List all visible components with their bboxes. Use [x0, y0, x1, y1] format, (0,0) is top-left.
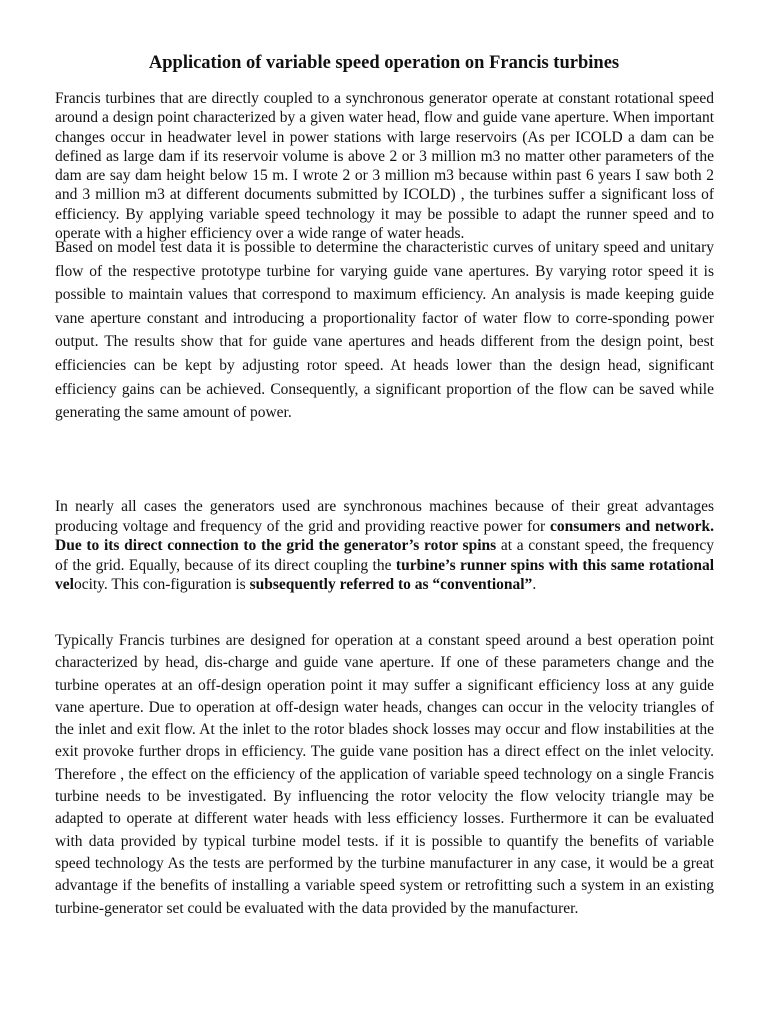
paragraph-generators-text-1: In nearly all cases the generators used are synchronous machines because of their great advantages producing voltage and frequency of the grid and providing reactive power for [55, 498, 714, 535]
paragraph-generators-bold-1: consumers and network. Due to its direct connection to the grid the generator’s rotor spins [55, 517, 714, 554]
document-title: Application of variable speed operation on Francis turbines [148, 53, 620, 73]
paragraph-generators [55, 497, 714, 595]
paragraph-design-operation: Typically Francis turbines are designed for operation at a constant speed around a best operation point characterized by head, dis-charge and guide vane aperture. If one of these parameters change and the turbine operates at an off-design operation point it may suffer a significant efficiency loss at any guide vane aperture. Due to operation at off-design water heads, changes can occur in the velocity triangles of the inlet and exit flow. At the inlet to the rotor blades shock losses may occur and flow instabilities at the exit provoke further drops in efficiency. The guide vane position has a direct effect on the inlet velocity. Therefore , the effect on the efficiency of the application of variable speed technology on a single Francis turbine needs to be investigated. By influencing the rotor velocity the flow velocity triangle may be adapted to operate at different water heads with less efficiency losses. Furthermore it can be evaluated with data provided by typical turbine model tests. if it is possible to quantify the benefits of variable speed technology As the tests are performed by the turbine manufacturer in any case, it would be a great advantage if the benefits of installing a variable speed system or retrofitting such a system in an existing turbine-generator set could be evaluated with the data provided by the manufacturer. [55, 632, 714, 917]
paragraph-intro: Francis turbines that are directly coupled to a synchronous generator operate at constant rotational speed around a design point characterized by a given water head, flow and guide vane aperture. When important changes occur in headwater level in power stations with large reservoirs (As per ICOLD a dam can be defined as large dam if its reservoir volume is above 2 or 3 million m3 no matter other parameters of the dam are say dam height below 15 m. I wrote 2 or 3 million m3 because within past 6 years I saw both 2 and 3 million m3 at different documents submitted by ICOLD) , the turbines suffer a significant loss of efficiency. By applying variable speed technology it may be possible to adapt the runner speed and to operate with a higher efficiency over a wide range of water heads. [55, 90, 714, 243]
paragraph-generators-text-2: at a constant speed, the frequency of the grid. Equally, because of its direct coupling the [55, 537, 714, 574]
paragraph-generators-text-4: . [532, 576, 537, 593]
paragraph-generators-text-3: ocity. This con-figuration is [73, 576, 250, 593]
paragraph-generators-bold-3: subsequently referred to as “conventional” [249, 576, 533, 593]
paragraph-model-test: Based on model test data it is possible to determine the characteristic curves of unitary speed and unitary flow of the respective prototype turbine for varying guide vane apertures. By varying rotor speed it is possible to maintain values that correspond to maximum efficiency. An analysis is made keeping guide vane aperture constant and introducing a proportionality factor of water flow to corre-sponding power output. The results show that for guide vane apertures and heads different from the design point, best efficiencies can be kept by adjusting rotor speed. At heads lower than the design head, significant efficiency gains can be achieved. Consequently, a significant proportion of the flow can be saved while generating the same amount of power. [55, 239, 714, 422]
paragraph-generators-bold-2: turbine’s runner spins with this same rotational vel [55, 556, 715, 593]
